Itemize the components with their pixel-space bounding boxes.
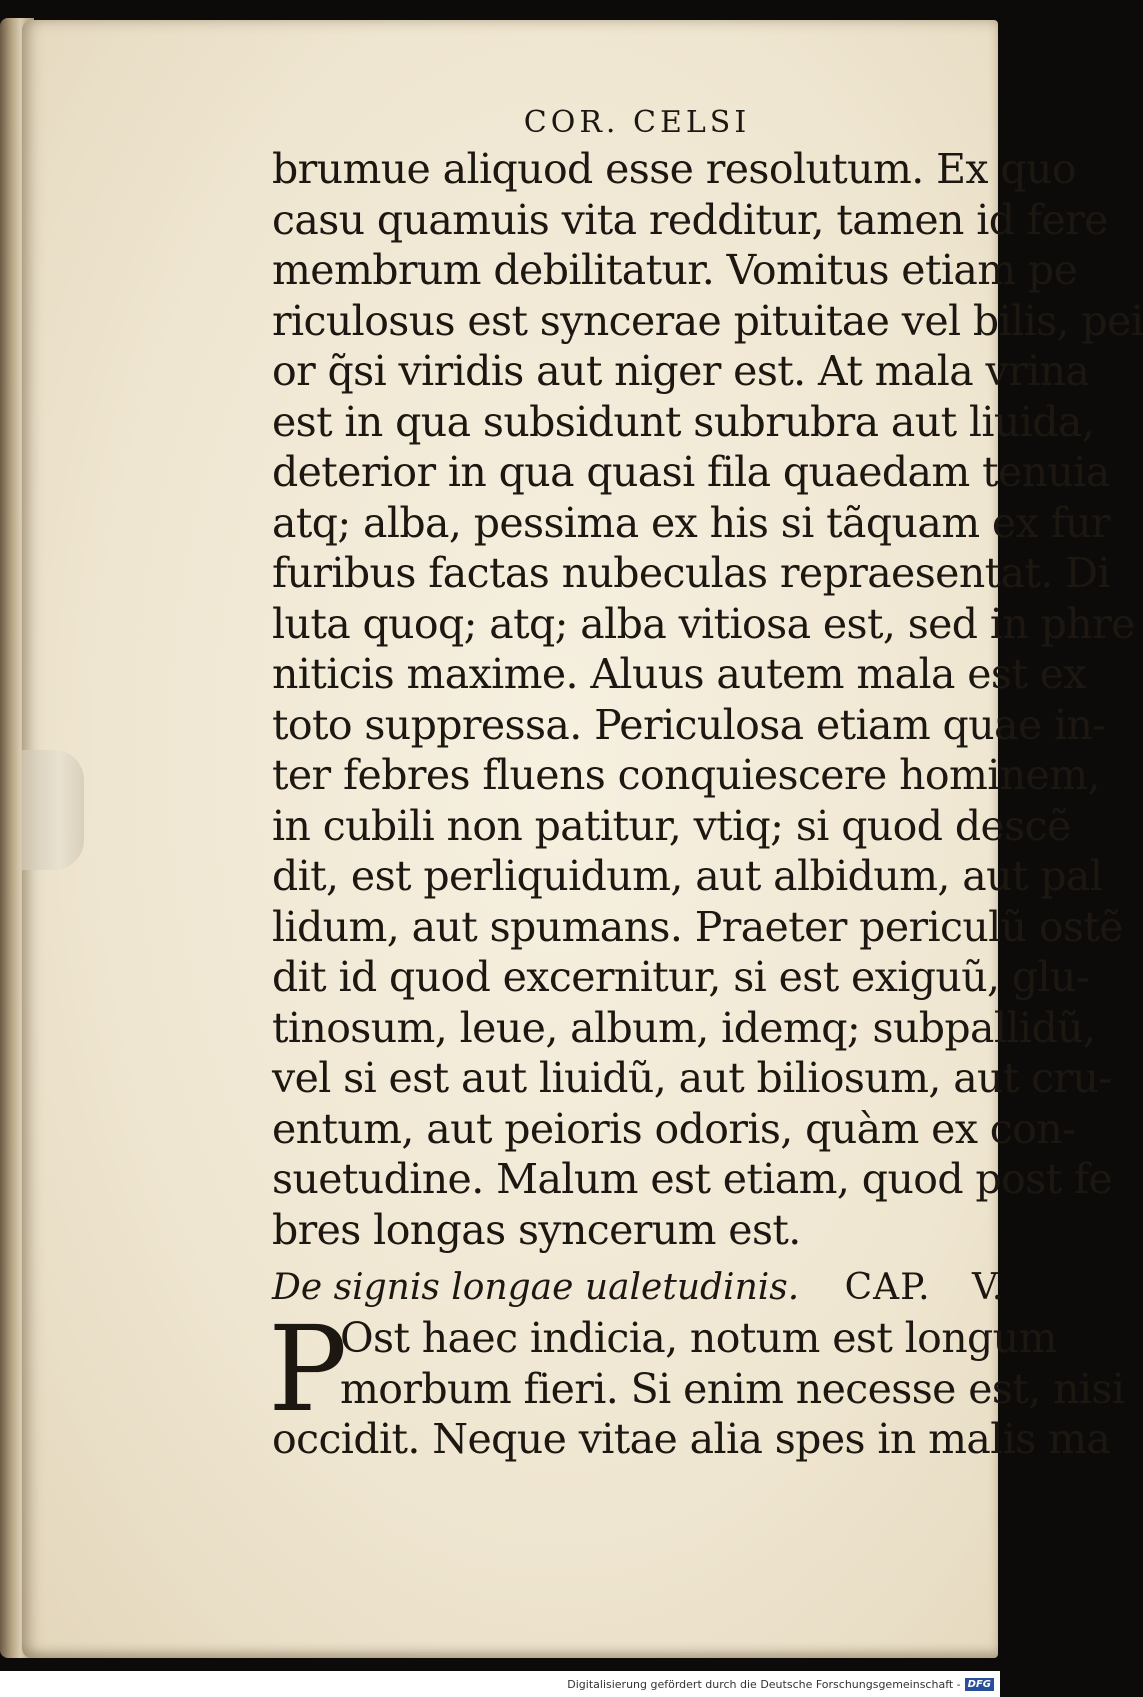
page-tab-marker [22,750,84,870]
text-line-16: lidum, aut spumans. Praeter periculũ ostẽ [272,902,1123,951]
text-line-21: suetudine. Malum est etiam, quod post fe [272,1155,1113,1203]
text-line-18: tinosum, leue, album, idemq; subpallidũ, [272,1003,1096,1052]
text-line-9: furibus factas nubeculas repraesentat. Di [272,549,1110,597]
footer-credit: Digitalisierung gefördert durch die Deutsche Forschungsgemeinschaft - [567,1677,961,1691]
dfg-logo: DFG [965,1678,994,1691]
text-line-19: vel si est aut liuidũ, aut biliosum, aut cru- [272,1054,1112,1102]
text-line-13: ter febres fluens conquiescere hominem, [272,751,1100,799]
text-line-15: dit, est perliquidum, aut albidum, aut pal [272,852,1103,900]
text-line-22: bres longas syncerum est. [272,1205,801,1254]
text-line-7: deterior in qua quasi fila quaedam tenuia [272,448,1110,496]
text-line-6: est in qua subsidunt subrubra aut liuida, [272,397,1095,446]
text-line-4: riculosus est syncerae pituitae vel bilis, pei [272,296,1143,345]
chapter-body [268,1300,1125,1465]
text-line-5: or q̃si viridis aut niger est. At mala vrina [272,347,1090,395]
text-line-14: in cubili non patitur, vtiq; si quod descẽ [272,801,1071,850]
text-line-10: luta quoq; atq; alba vitiosa est, sed in phre [272,599,1135,648]
chapter-number: V. [972,1267,1004,1308]
text-line-3: membrum debilitatur. Vomitus etiam pe [272,246,1078,294]
chapter-line-1: Ost haec indicia, notum est longum [340,1314,1057,1362]
chapter-line-3: occidit. Neque vitae alia spes in malis ma [272,1415,1111,1463]
text-block [268,105,1143,1465]
text-line-2: casu quamuis vita redditur, tamen id fere [272,195,1108,244]
chapter-line-2: morbum fieri. Si enim necesse est, nisi [340,1364,1125,1413]
chapter-cap-label: CAP. [844,1267,931,1308]
text-line-20: entum, aut peioris odoris, quàm ex con- [272,1104,1076,1153]
footer-bar [0,1671,1000,1697]
text-line-8: atq; alba, pessima ex his si tãquam ex fur [272,498,1110,547]
text-line-11: niticis maxime. Aluus autem mala est ex [272,650,1086,698]
text-line-17: dit id quod excernitur, si est exiguũ, glu- [272,953,1090,1001]
text-line-12: toto suppressa. Periculosa etiam quae in- [272,700,1106,749]
chapter-title: De signis longae ualetudinis. [272,1267,800,1308]
text-line-1: brumue aliquod esse resolutum. Ex quo [272,145,1076,193]
running-head: COR. CELSI [523,105,751,140]
chapter-heading [272,1263,1004,1313]
drop-cap: P [268,1300,348,1438]
